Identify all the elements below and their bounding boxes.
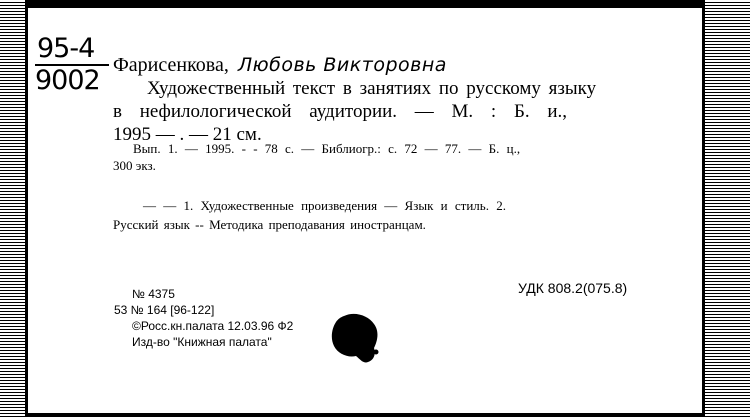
ink-stamp-blot xyxy=(330,312,380,369)
call-number-top: 95-4 xyxy=(35,34,109,66)
author-line xyxy=(113,54,447,77)
subject-line: Русский язык -- Методика преподавания иностранцам. xyxy=(113,217,426,232)
footer-line: ©Росс.кн.палата 12.03.96 Ф2 xyxy=(132,319,294,333)
footer-block xyxy=(114,286,294,350)
title-line: в нефилологической аудитории. — М. : Б. и., xyxy=(113,101,568,122)
title-line: 1995 — . — 21 см. xyxy=(113,124,262,145)
subject-line: — — 1. Художественные произведения — Язык и стиль. 2. xyxy=(143,198,506,213)
footer-line: 53 № 164 [96-122] xyxy=(114,303,215,317)
call-number xyxy=(35,34,109,96)
subjects-block xyxy=(113,196,633,234)
author-surname: Фарисенкова, xyxy=(113,54,229,76)
scan-top-edge xyxy=(28,0,702,8)
footer-line: Изд-во "Книжная палата" xyxy=(132,335,272,349)
title-block xyxy=(113,77,633,146)
ink-blot-icon xyxy=(330,312,380,364)
notes-line: Вып. 1. — 1995. - - 78 с. — Библиогр.: с. 72 — 77. — Б. ц., xyxy=(133,141,521,156)
author-name-handwritten: Любовь Викторовна xyxy=(237,54,447,76)
scan-left-edge xyxy=(0,0,28,417)
udk-code: УДК 808.2(075.8) xyxy=(518,280,628,296)
scan-bottom-edge xyxy=(28,413,702,417)
footer-line: № 4375 xyxy=(132,287,175,301)
call-number-bottom: 9002 xyxy=(35,65,100,96)
scan-right-edge xyxy=(702,0,750,417)
notes-line: 300 экз. xyxy=(113,158,156,173)
title-line: Художественный текст в занятиях по русскому языку xyxy=(147,78,597,99)
notes-block xyxy=(113,140,633,174)
